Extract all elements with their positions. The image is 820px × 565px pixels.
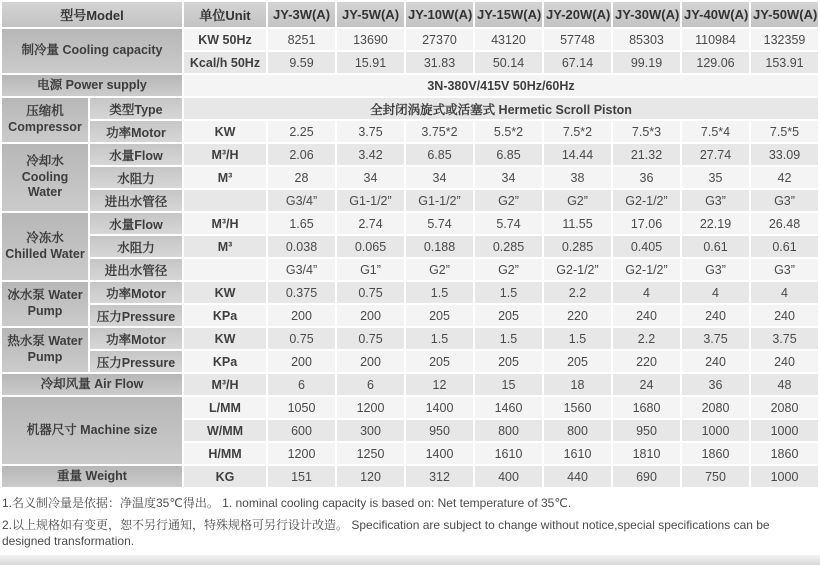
unit-cell: H/MM xyxy=(184,443,266,464)
model-column-header: JY-40W(A) xyxy=(682,2,749,27)
value-cell: 800 xyxy=(475,420,542,441)
value-cell: 220 xyxy=(613,351,680,372)
table-row xyxy=(2,328,818,349)
value-cell: G3” xyxy=(751,190,818,211)
value-cell: 7.5*4 xyxy=(682,121,749,142)
model-column-header: JY-20W(A) xyxy=(544,2,611,27)
value-cell: 1610 xyxy=(544,443,611,464)
value-cell: 1400 xyxy=(406,443,473,464)
table-row xyxy=(2,190,818,211)
unit-cell: M³ xyxy=(184,167,266,188)
unit-cell: M³ xyxy=(184,236,266,257)
value-cell: 1200 xyxy=(268,443,335,464)
value-cell: 15.91 xyxy=(337,52,404,73)
value-cell: 7.5*3 xyxy=(613,121,680,142)
value-cell: 1.5 xyxy=(475,328,542,349)
value-cell: 300 xyxy=(337,420,404,441)
value-cell: 0.61 xyxy=(751,236,818,257)
value-cell: 6.85 xyxy=(406,144,473,165)
value-cell: 153.91 xyxy=(751,52,818,73)
value-cell: 200 xyxy=(337,351,404,372)
value-cell: 0.75 xyxy=(337,282,404,303)
unit-cell: KG xyxy=(184,466,266,487)
section-label-cell: 机器尺寸 Machine size xyxy=(2,397,182,464)
value-cell: 12 xyxy=(406,374,473,395)
table-row xyxy=(2,397,818,418)
section-label-cell: 电源 Power supply xyxy=(2,75,182,96)
unit-cell: KPa xyxy=(184,305,266,326)
row-label-cell: 水量Flow xyxy=(90,144,182,165)
value-cell: 1000 xyxy=(751,420,818,441)
value-cell: 400 xyxy=(475,466,542,487)
row-label-cell: 压力Pressure xyxy=(90,305,182,326)
value-cell: 1610 xyxy=(475,443,542,464)
value-cell: 99.19 xyxy=(613,52,680,73)
table-row xyxy=(2,305,818,326)
value-cell: 1400 xyxy=(406,397,473,418)
value-cell: G2” xyxy=(475,190,542,211)
value-cell: 440 xyxy=(544,466,611,487)
value-cell: 50.14 xyxy=(475,52,542,73)
value-cell: 18 xyxy=(544,374,611,395)
value-cell: 6 xyxy=(268,374,335,395)
row-label-cell: 类型Type xyxy=(90,98,182,119)
value-cell: 27.74 xyxy=(682,144,749,165)
section-label-cell: 重量 Weight xyxy=(2,466,182,487)
value-cell: 36 xyxy=(682,374,749,395)
value-cell: 31.83 xyxy=(406,52,473,73)
value-cell: 4 xyxy=(682,282,749,303)
unit-cell: L/MM xyxy=(184,397,266,418)
section-label-cell: 冷却风量 Air Flow xyxy=(2,374,182,395)
value-cell: 240 xyxy=(751,351,818,372)
value-cell: 26.48 xyxy=(751,213,818,234)
value-cell: 8251 xyxy=(268,29,335,50)
model-column-header: JY-10W(A) xyxy=(406,2,473,27)
value-cell: 43120 xyxy=(475,29,542,50)
value-cell: 57748 xyxy=(544,29,611,50)
value-cell: G1-1/2” xyxy=(406,190,473,211)
value-cell: 5.74 xyxy=(406,213,473,234)
table-row xyxy=(2,282,818,303)
value-cell: G2-1/2” xyxy=(613,190,680,211)
value-cell: 312 xyxy=(406,466,473,487)
value-cell: 6.85 xyxy=(475,144,542,165)
model-column-header: JY-3W(A) xyxy=(268,2,335,27)
value-cell: 600 xyxy=(268,420,335,441)
value-cell: 240 xyxy=(682,351,749,372)
value-cell: 151 xyxy=(268,466,335,487)
value-cell: 0.065 xyxy=(337,236,404,257)
value-cell: 1560 xyxy=(544,397,611,418)
value-cell: 22.19 xyxy=(682,213,749,234)
section-label-cell: 冷却水 Cooling Water xyxy=(2,144,88,211)
value-cell: 3.42 xyxy=(337,144,404,165)
table-row xyxy=(2,121,818,142)
value-cell: 0.405 xyxy=(613,236,680,257)
unit-header-cell: 单位Unit xyxy=(184,2,266,27)
value-cell: 1680 xyxy=(613,397,680,418)
value-cell: 4 xyxy=(613,282,680,303)
value-cell: G1-1/2” xyxy=(337,190,404,211)
value-cell: G3/4” xyxy=(268,190,335,211)
section-label-cell: 冷冻水 Chilled Water xyxy=(2,213,88,280)
value-cell: 1.65 xyxy=(268,213,335,234)
value-cell: 38 xyxy=(544,167,611,188)
value-cell: 200 xyxy=(268,305,335,326)
value-cell: G1” xyxy=(337,259,404,280)
value-cell: 200 xyxy=(337,305,404,326)
value-cell: 11.55 xyxy=(544,213,611,234)
value-cell: 85303 xyxy=(613,29,680,50)
unit-cell: KW xyxy=(184,328,266,349)
unit-cell xyxy=(184,190,266,211)
table-row xyxy=(2,374,818,395)
row-label-cell: 功率Motor xyxy=(90,121,182,142)
value-cell: 34 xyxy=(475,167,542,188)
value-cell: 1810 xyxy=(613,443,680,464)
value-cell: 1000 xyxy=(682,420,749,441)
value-cell: 0.75 xyxy=(337,328,404,349)
unit-cell: KPa xyxy=(184,351,266,372)
value-cell: 0.188 xyxy=(406,236,473,257)
value-cell: 205 xyxy=(406,351,473,372)
table-row xyxy=(2,259,818,280)
value-cell: 36 xyxy=(613,167,680,188)
table-row xyxy=(2,144,818,165)
value-cell: 2080 xyxy=(751,397,818,418)
section-label-cell: 冰水泵 Water Pump xyxy=(2,282,88,326)
value-cell: 6 xyxy=(337,374,404,395)
row-label-cell: 水量Flow xyxy=(90,213,182,234)
value-cell: 1200 xyxy=(337,397,404,418)
value-cell: 1460 xyxy=(475,397,542,418)
value-cell: 1860 xyxy=(751,443,818,464)
value-cell: 205 xyxy=(475,305,542,326)
value-cell: 205 xyxy=(406,305,473,326)
value-cell: G2” xyxy=(544,190,611,211)
section-label-cell: 热水泵 Water Pump xyxy=(2,328,88,372)
model-column-header: JY-15W(A) xyxy=(475,2,542,27)
value-cell: 1.5 xyxy=(475,282,542,303)
value-cell: 1.5 xyxy=(544,328,611,349)
value-cell: 17.06 xyxy=(613,213,680,234)
value-cell: G3” xyxy=(682,259,749,280)
unit-cell: M³/H xyxy=(184,374,266,395)
footnote-1: 1.名义制冷量是依据：净温度35℃得出。 1. nominal cooling capacity is based on: Net temperature of 35℃. xyxy=(2,496,572,510)
value-cell: 240 xyxy=(751,305,818,326)
value-cell: 0.61 xyxy=(682,236,749,257)
value-cell: 3.75 xyxy=(682,328,749,349)
unit-cell: M³/H xyxy=(184,213,266,234)
value-cell: 950 xyxy=(406,420,473,441)
value-cell: 1.5 xyxy=(406,328,473,349)
value-cell: 4 xyxy=(751,282,818,303)
value-cell: 35 xyxy=(682,167,749,188)
value-cell: 67.14 xyxy=(544,52,611,73)
value-cell: 205 xyxy=(544,351,611,372)
value-cell: 0.375 xyxy=(268,282,335,303)
value-cell: 0.75 xyxy=(268,328,335,349)
value-cell: 14.44 xyxy=(544,144,611,165)
value-cell: 3.75*2 xyxy=(406,121,473,142)
compressor-type-value-cell: 全封闭涡旋式或活塞式 Hermetic Scroll Piston xyxy=(184,98,818,119)
value-cell: 110984 xyxy=(682,29,749,50)
value-cell: 2.2 xyxy=(613,328,680,349)
value-cell: 5.74 xyxy=(475,213,542,234)
table-row xyxy=(2,466,818,487)
table-row xyxy=(2,29,818,50)
table-row xyxy=(2,236,818,257)
unit-cell xyxy=(184,259,266,280)
table-row xyxy=(2,75,818,96)
table-row xyxy=(2,98,818,119)
table-header-row xyxy=(2,2,818,27)
section-label-cell: 制冷量 Cooling capacity xyxy=(2,29,182,73)
model-column-header: JY-30W(A) xyxy=(613,2,680,27)
section-label-cell: 压缩机 Compressor xyxy=(2,98,88,142)
value-cell: 1860 xyxy=(682,443,749,464)
value-cell: 1.5 xyxy=(406,282,473,303)
value-cell: 7.5*2 xyxy=(544,121,611,142)
value-cell: 120 xyxy=(337,466,404,487)
value-cell: 129.06 xyxy=(682,52,749,73)
unit-cell: W/MM xyxy=(184,420,266,441)
unit-cell: Kcal/h 50Hz xyxy=(184,52,266,73)
value-cell: 2.06 xyxy=(268,144,335,165)
value-cell: 13690 xyxy=(337,29,404,50)
value-cell: 950 xyxy=(613,420,680,441)
bottom-strip xyxy=(0,555,820,565)
value-cell: G2” xyxy=(406,259,473,280)
row-label-cell: 水阻力 xyxy=(90,236,182,257)
value-cell: 2080 xyxy=(682,397,749,418)
value-cell: 200 xyxy=(268,351,335,372)
value-cell: 21.32 xyxy=(613,144,680,165)
row-label-cell: 功率Motor xyxy=(90,328,182,349)
value-cell: 1250 xyxy=(337,443,404,464)
unit-cell: KW xyxy=(184,121,266,142)
value-cell: 2.74 xyxy=(337,213,404,234)
value-cell: 42 xyxy=(751,167,818,188)
value-cell: G2-1/2” xyxy=(544,259,611,280)
footnote-2: 2.以上规格如有变更，恕不另行通知，特殊规格可另行设计改造。 Specification are subject to change without notice,special specifications can be designed transformation. xyxy=(2,518,770,548)
value-cell: 34 xyxy=(406,167,473,188)
footnotes xyxy=(0,489,820,549)
value-cell: 1000 xyxy=(751,466,818,487)
row-label-cell: 功率Motor xyxy=(90,282,182,303)
row-label-cell: 进出水管径 xyxy=(90,259,182,280)
value-cell: 2.25 xyxy=(268,121,335,142)
value-cell: 205 xyxy=(475,351,542,372)
row-label-cell: 压力Pressure xyxy=(90,351,182,372)
table-row xyxy=(2,167,818,188)
value-cell: 220 xyxy=(544,305,611,326)
model-column-header: JY-5W(A) xyxy=(337,2,404,27)
value-cell: G2” xyxy=(475,259,542,280)
value-cell: 690 xyxy=(613,466,680,487)
unit-cell: M³/H xyxy=(184,144,266,165)
value-cell: 7.5*5 xyxy=(751,121,818,142)
value-cell: 3.75 xyxy=(337,121,404,142)
table-row xyxy=(2,351,818,372)
value-cell: 9.59 xyxy=(268,52,335,73)
model-header-cell: 型号Model xyxy=(2,2,182,27)
value-cell: 24 xyxy=(613,374,680,395)
unit-cell: KW xyxy=(184,282,266,303)
value-cell: 15 xyxy=(475,374,542,395)
value-cell: 750 xyxy=(682,466,749,487)
value-cell: 240 xyxy=(682,305,749,326)
value-cell: 0.038 xyxy=(268,236,335,257)
value-cell: G2-1/2” xyxy=(613,259,680,280)
value-cell: 28 xyxy=(268,167,335,188)
value-cell: 132359 xyxy=(751,29,818,50)
value-cell: 27370 xyxy=(406,29,473,50)
value-cell: 0.285 xyxy=(544,236,611,257)
table-row xyxy=(2,213,818,234)
row-label-cell: 进出水管径 xyxy=(90,190,182,211)
value-cell: 3.75 xyxy=(751,328,818,349)
value-cell: 33.09 xyxy=(751,144,818,165)
row-label-cell: 水阻力 xyxy=(90,167,182,188)
value-cell: 5.5*2 xyxy=(475,121,542,142)
value-cell: 240 xyxy=(613,305,680,326)
model-column-header: JY-50W(A) xyxy=(751,2,818,27)
value-cell: 800 xyxy=(544,420,611,441)
unit-cell: KW 50Hz xyxy=(184,29,266,50)
value-cell: 0.285 xyxy=(475,236,542,257)
power-supply-value-cell: 3N-380V/415V 50Hz/60Hz xyxy=(184,75,818,96)
value-cell: 34 xyxy=(337,167,404,188)
value-cell: G3/4” xyxy=(268,259,335,280)
value-cell: G3” xyxy=(682,190,749,211)
value-cell: 48 xyxy=(751,374,818,395)
value-cell: G3” xyxy=(751,259,818,280)
value-cell: 1050 xyxy=(268,397,335,418)
value-cell: 2.2 xyxy=(544,282,611,303)
